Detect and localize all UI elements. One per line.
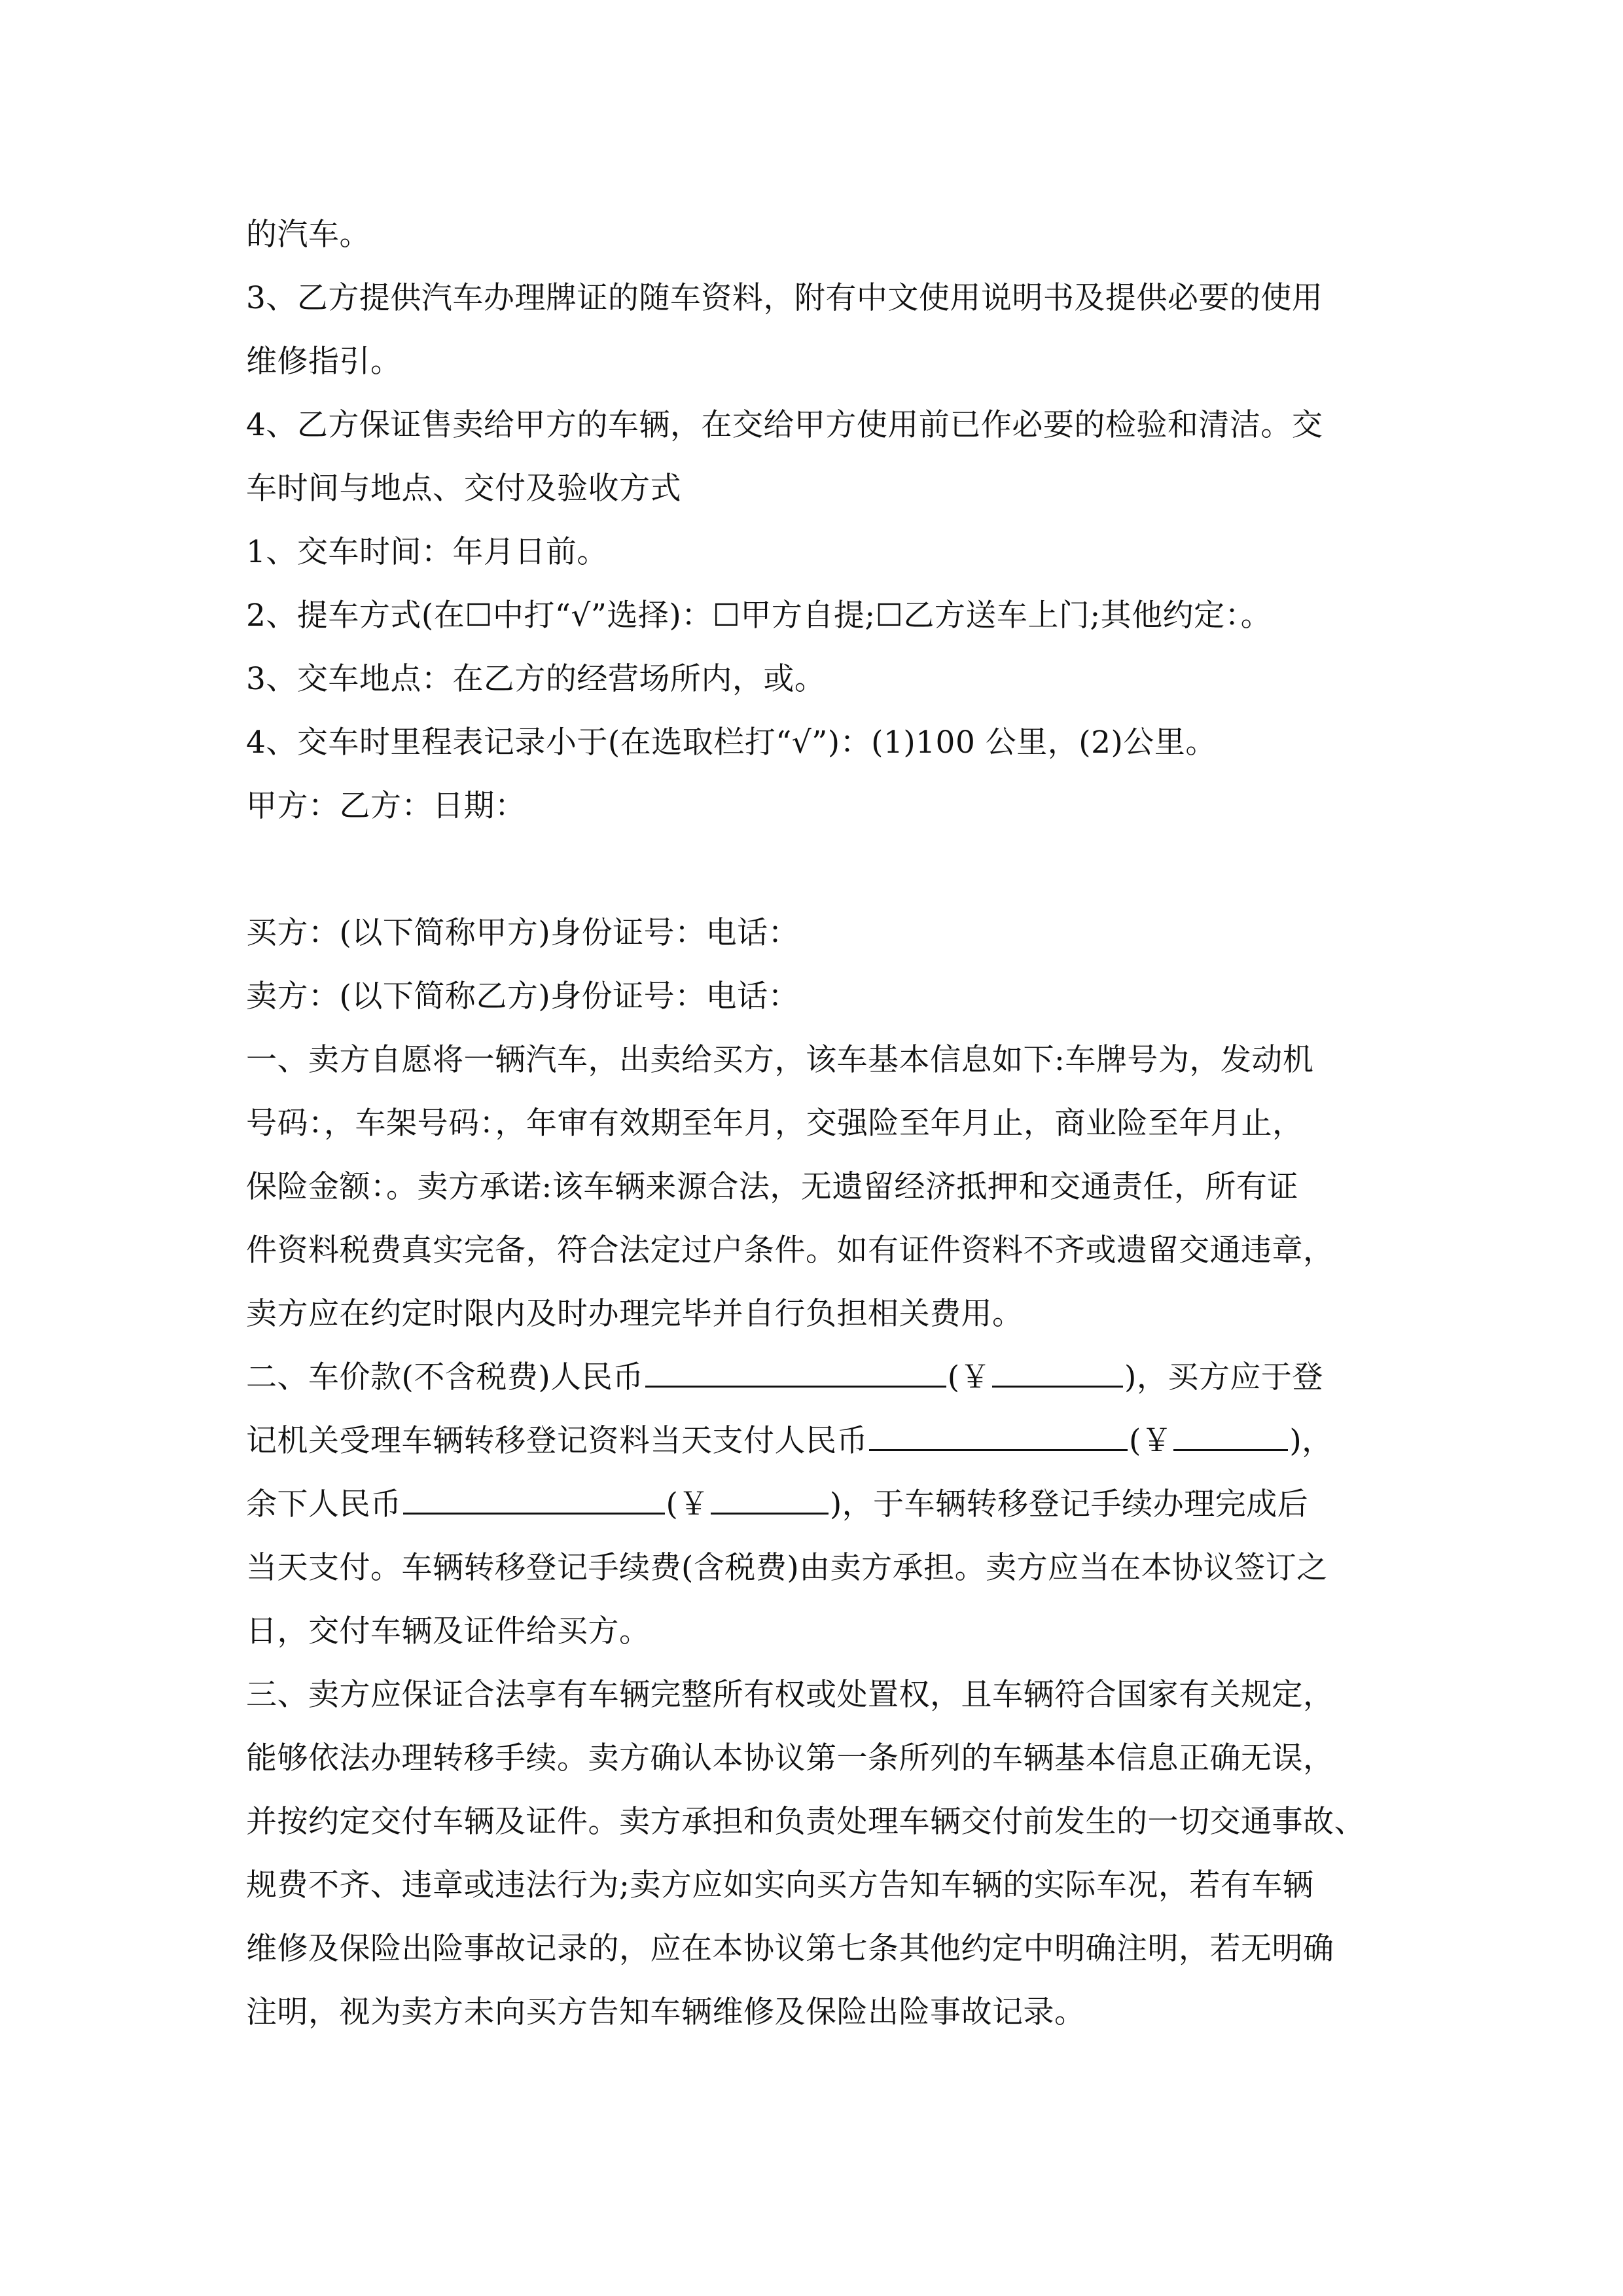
price-text: 二、车价款(不含税费)人民币 bbox=[246, 1359, 644, 1395]
text-line: 维修指引。 bbox=[246, 344, 402, 380]
text-line: 一、卖方自愿将一辆汽车，出卖给买方，该车基本信息如下:车牌号为，发动机 bbox=[246, 1042, 1314, 1078]
text-line: 号码：，车架号码：，年审有效期至年月，交强险至年月止，商业险至年月止， bbox=[246, 1105, 1304, 1141]
text-line: 车时间与地点、交付及验收方式 bbox=[246, 471, 681, 507]
text-line: 3、交车地点：在乙方的经营场所内，或。 bbox=[246, 661, 826, 697]
text-line: 保险金额：。卖方承诺:该车辆来源合法，无遗留经济抵押和交通责任，所有证 bbox=[246, 1169, 1298, 1205]
text-line: 3、乙方提供汽车办理牌证的随车资料，附有中文使用说明书及提供必要的使用 bbox=[246, 280, 1323, 316]
price-text: (￥ bbox=[1129, 1423, 1173, 1459]
price-text: )，于车辆转移登记手续办理完成后 bbox=[829, 1486, 1309, 1522]
text-line: 维修及保险出险事故记录的，应在本协议第七条其他约定中明确注明，若无明确 bbox=[246, 1931, 1334, 1967]
text-line: 4、交车时里程表记录小于(在选取栏打“√”)：(1)100 公里，(2)公里。 bbox=[246, 725, 1217, 761]
text-line: 卖方：(以下简称乙方)身份证号：电话： bbox=[246, 978, 800, 1014]
price-blank bbox=[1173, 1420, 1288, 1451]
text-line: 的汽车。 bbox=[246, 217, 370, 253]
price-blank bbox=[992, 1357, 1123, 1388]
price-text: )， bbox=[1289, 1423, 1333, 1459]
text-line: 甲方：乙方：日期： bbox=[246, 788, 526, 824]
price-text: )，买方应于登 bbox=[1124, 1359, 1323, 1395]
text-line: 能够依法办理转移手续。卖方确认本协议第一条所列的车辆基本信息正确无误， bbox=[246, 1740, 1334, 1776]
section-gap bbox=[246, 838, 1385, 901]
document-page bbox=[246, 203, 1385, 2044]
text-line: 注明，视为卖方未向买方告知车辆维修及保险出险事故记录。 bbox=[246, 1994, 1086, 2030]
price-blank bbox=[403, 1484, 665, 1515]
text-line: 三、卖方应保证合法享有车辆完整所有权或处置权，且车辆符合国家有关规定， bbox=[246, 1677, 1334, 1713]
text-line: 件资料税费真实完备，符合法定过户条件。如有证件资料不齐或遗留交通违章， bbox=[246, 1232, 1334, 1268]
text-line: 规费不齐、违章或违法行为;卖方应如实向买方告知车辆的实际车况，若有车辆 bbox=[246, 1867, 1314, 1903]
price-text: 记机关受理车辆转移登记资料当天支付人民币 bbox=[246, 1423, 868, 1459]
text-line: 2、提车方式(在☐中打“√”选择)：☐甲方自提;☐乙方送车上门;其他约定：。 bbox=[246, 598, 1272, 634]
price-text: 余下人民币 bbox=[246, 1486, 402, 1522]
text-line: 当天支付。车辆转移登记手续费(含税费)由卖方承担。卖方应当在本协议签订之 bbox=[246, 1550, 1328, 1586]
text-line: 4、乙方保证售卖给甲方的车辆，在交给甲方使用前已作必要的检验和清洁。交 bbox=[246, 407, 1323, 443]
text-line: 并按约定交付车辆及证件。卖方承担和负责处理车辆交付前发生的一切交通事故、 bbox=[246, 1804, 1365, 1840]
price-line bbox=[246, 1409, 1385, 1473]
text-line: 1、交车时间：年月日前。 bbox=[246, 534, 608, 570]
price-line bbox=[246, 1473, 1385, 1536]
price-text: (￥ bbox=[666, 1486, 709, 1522]
text-line: 买方：(以下简称甲方)身份证号：电话： bbox=[246, 915, 800, 951]
price-blank bbox=[869, 1420, 1128, 1451]
text-line: 日，交付车辆及证件给买方。 bbox=[246, 1613, 651, 1649]
price-text: (￥ bbox=[947, 1359, 991, 1395]
text-line: 卖方应在约定时限内及时办理完毕并自行负担相关费用。 bbox=[246, 1296, 1024, 1332]
price-blank bbox=[711, 1484, 829, 1515]
price-line bbox=[246, 1346, 1385, 1409]
price-blank bbox=[645, 1357, 946, 1388]
